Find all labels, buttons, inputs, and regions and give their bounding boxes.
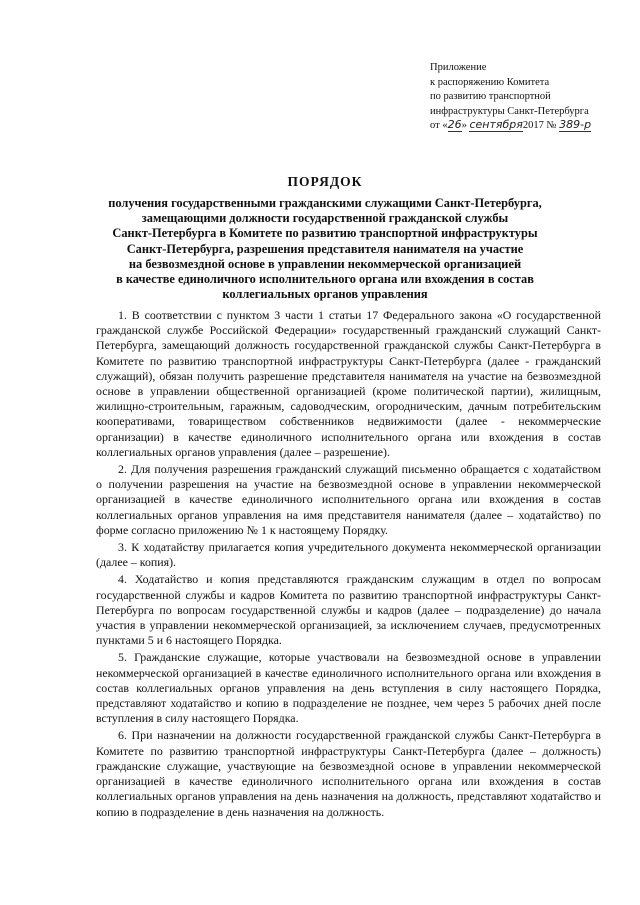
annex-line-4: инфраструктуры Санкт-Петербурга bbox=[430, 105, 589, 117]
date-prefix: от « bbox=[430, 120, 448, 131]
annex-header bbox=[430, 61, 630, 134]
paragraph-4: 4. Ходатайство и копия представляются гражданским служащим в отдел по вопросам государственной службы и кадров Комитета по развитию транспортной инфраструктуры Санкт-Петербурга по вопросам государственной службы и кадров (далее – подразделение) до начала участия в управлении некоммерческой организацией, за исключением случаев, предусмотренных пунктами 5 и 6 настоящего Порядка. bbox=[96, 572, 601, 648]
subtitle-line: Санкт-Петербурга в Комитете по развитию транспортной инфраструктуры bbox=[112, 226, 538, 241]
paragraph-5: 5. Гражданские служащие, которые участвовали на безвозмездной основе в управлении некоммерческой организацией в качестве единоличного исполнительного органа или вхождения в состав коллегиальных органов управления на день вступления в силу настоящего Порядка, представляют ходатайство и копию в подразделение не позднее, чем через 5 рабочих дней после вступления в силу настоящего Порядка. bbox=[96, 650, 601, 726]
title-block bbox=[95, 174, 555, 302]
paragraph-1: 1. В соответствии с пунктом 3 части 1 статьи 17 Федерального закона «О государственной гражданской службе Российской Федерации» государственный гражданский служащий Санкт-Петербурга, замещающий должность государственной гражданской службы Санкт-Петербурга в Комитете по развитию транспортной инфраструктуры Санкт-Петербурга (далее - гражданский служащий), обязан получить разрешение представителя нанимателя на участие на безвозмездной основе в управлении общественной организацией (кроме политической партии), жилищным, жилищно-строительным, гаражным, садоводческим, огородническим, дачным потребительским кооперативами, товариществом собственников недвижимости (далее - некоммерческие организации) в качестве единоличного исполнительного органа или вхождения в состав коллегиальных органов управления (далее – разрешение). bbox=[96, 308, 601, 459]
document-title: ПОРЯДОК bbox=[287, 174, 363, 189]
document-subtitle bbox=[95, 196, 555, 302]
annex-line-2: к распоряжению Комитета bbox=[430, 76, 550, 88]
annex-line-3: по развитию транспортной bbox=[430, 91, 551, 102]
paragraph-3: 3. К ходатайству прилагается копия учредительного документа некоммерческой организации (далее – копия). bbox=[96, 540, 601, 570]
document-number: 389-р bbox=[559, 118, 592, 131]
annex-date-line bbox=[430, 119, 630, 134]
date-mid: » bbox=[461, 120, 470, 131]
annex-line-1: Приложение bbox=[430, 62, 487, 73]
subtitle-line: замещающими должности государственной гражданской службы bbox=[141, 211, 509, 226]
paragraph-2: 2. Для получения разрешения гражданский служащий письменно обращается с ходатайством о получении разрешения на участие на безвозмездной основе в управлении некоммерческой организацией в качестве единоличного исполнительного органа или вхождения в состав коллегиальных органов управления на имя представителя нанимателя (далее – ходатайство) по форме согласно приложению № 1 к настоящему Порядку. bbox=[96, 462, 601, 537]
subtitle-line: получения государственными гражданскими служащими Санкт-Петербурга, bbox=[108, 196, 542, 210]
subtitle-line: коллегиальных органов управления bbox=[222, 287, 428, 302]
date-month: сентября bbox=[469, 118, 523, 131]
date-day: 26 bbox=[447, 118, 462, 131]
subtitle-line: на безвозмездной основе в управлении некоммерческой организацией bbox=[128, 256, 522, 271]
subtitle-line: Санкт-Петербурга, разрешения представителя нанимателя на участие bbox=[126, 241, 524, 256]
subtitle-line: в качестве единоличного исполнительного органа или вхождения в состав bbox=[116, 272, 534, 287]
document-body bbox=[96, 308, 601, 822]
paragraph-6: 6. При назначении на должности государственной гражданской службы Санкт-Петербурга в Комитете по развитию транспортной инфраструктуры Санкт-Петербурга (далее – должность) гражданские служащие, участвующие на безвозмездной основе в управлении некоммерческой организацией в качестве единоличного исполнительного органа или вхождения в состав коллегиальных органов управления на день назначения на должность, представляют ходатайство и копию в подразделение в день назначения на должность. bbox=[96, 728, 601, 819]
date-year: 2017 № bbox=[522, 120, 560, 131]
